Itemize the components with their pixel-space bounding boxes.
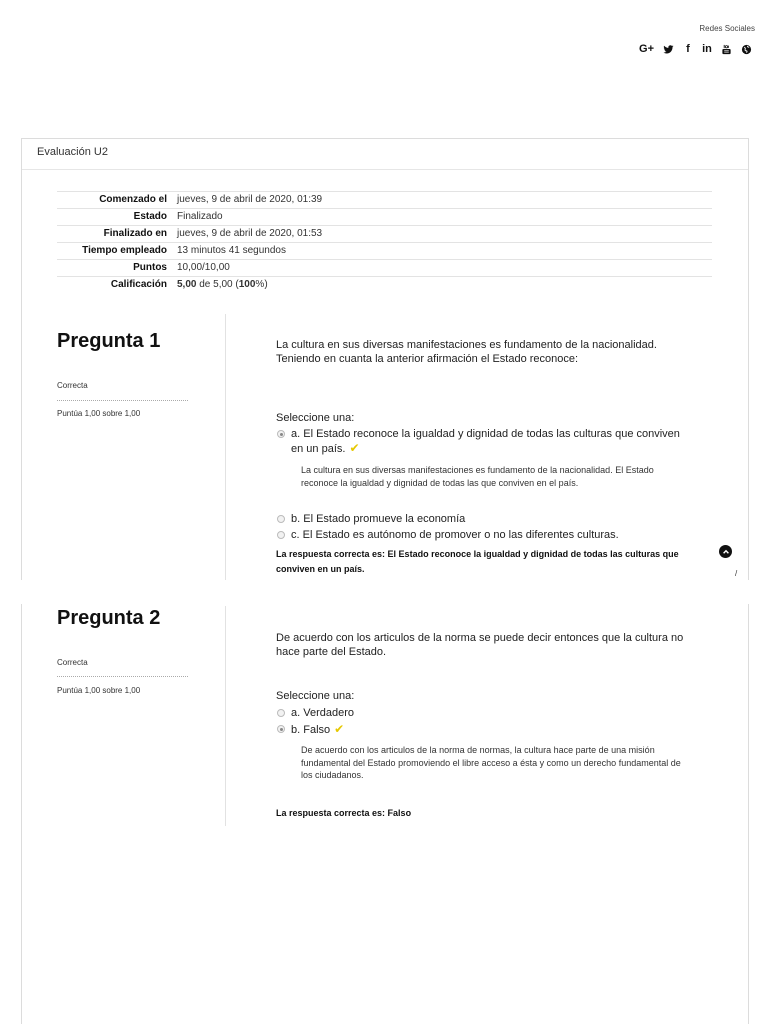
question-2-option-b[interactable] <box>277 722 344 737</box>
question-2-state: Correcta <box>57 658 88 667</box>
question-1-feedback: La cultura en sus diversas manifestaciones es fundamento de la nacionalidad. El Estado reconoce la igualdad y dignidad de todas las que conviven en el país. <box>301 465 654 488</box>
summary-key: Tiempo empleado <box>57 243 172 260</box>
facebook-icon[interactable]: f <box>686 43 690 55</box>
question-1-prompt: Seleccione una: <box>276 412 355 424</box>
question-2-title: Pregunta 2 <box>57 607 161 629</box>
question-1-option-b[interactable] <box>277 512 465 526</box>
question-1-correct-answer: La respuesta correcta es: El Estado reconoce la igualdad y dignidad de todas las culturas que conviven en un país. <box>276 549 679 574</box>
social-title: Redes Sociales <box>699 24 755 33</box>
summary-key: Calificación <box>57 277 172 294</box>
question-1-divider <box>225 314 226 580</box>
summary-key: Estado <box>57 209 172 226</box>
summary-row <box>57 192 712 209</box>
chevron-up-icon <box>722 548 730 556</box>
question-2-text: De acuerdo con los articulos de la norma se puede decir entonces que la cultura no hace parte del Estado. <box>276 632 684 658</box>
summary-key: Finalizado en <box>57 226 172 243</box>
question-1-option-c[interactable] <box>277 528 619 542</box>
summary-value-grade <box>172 277 712 294</box>
check-icon: ✔ <box>334 722 345 736</box>
question-1-separator <box>57 400 188 401</box>
summary-key: Puntos <box>57 260 172 277</box>
grade-value: 5,00 <box>177 279 197 291</box>
summary-row <box>57 243 712 260</box>
scroll-to-top-button[interactable] <box>719 545 732 558</box>
youtube-icon[interactable] <box>721 42 732 56</box>
summary-row <box>57 260 712 277</box>
question-2-correct-answer: La respuesta correcta es: Falso <box>276 808 412 818</box>
attempt-summary-table <box>57 191 712 293</box>
option-label: a. Verdadero <box>291 707 354 719</box>
summary-value: 10,00/10,00 <box>172 260 712 277</box>
question-2-option-a[interactable] <box>277 706 354 720</box>
question-2-grade: Puntúa 1,00 sobre 1,00 <box>57 686 141 695</box>
option-label <box>291 427 687 456</box>
summary-value: Finalizado <box>172 209 712 226</box>
radio-unselected[interactable] <box>277 709 285 717</box>
check-icon: ✔ <box>349 441 360 455</box>
summary-value: jueves, 9 de abril de 2020, 01:39 <box>172 192 712 209</box>
radio-selected[interactable] <box>277 430 285 438</box>
question-2-divider <box>225 606 226 826</box>
summary-value: jueves, 9 de abril de 2020, 01:53 <box>172 226 712 243</box>
social-links <box>639 42 752 56</box>
evaluation-header <box>22 139 748 170</box>
radio-unselected[interactable] <box>277 515 285 523</box>
option-label: b. El Estado promueve la economía <box>291 513 466 525</box>
google-plus-icon[interactable]: G+ <box>639 43 654 55</box>
summary-row <box>57 226 712 243</box>
evaluation-title: Evaluación U2 <box>37 146 108 158</box>
question-1-option-a[interactable] <box>277 427 687 456</box>
option-text: b. Falso <box>291 724 331 736</box>
question-2-feedback: De acuerdo con los articulos de la norma de normas, la cultura hace parte de una misión fundamental del Estado promoviendo el libre acceso a ésta y como un derecho fundamental de los ciudadanos. <box>301 745 681 780</box>
option-text: a. El Estado reconoce la igualdad y dignidad de todas las culturas que conviven en un país. <box>291 428 680 455</box>
question-1-text: La cultura en sus diversas manifestaciones es fundamento de la nacionalidad. Teniendo en cuanta la anterior afirmación el Estado reconoce: <box>276 339 657 365</box>
grade-mid: de 5,00 ( <box>196 279 239 291</box>
question-1-state: Correcta <box>57 381 88 390</box>
summary-value: 13 minutos 41 segundos <box>172 243 712 260</box>
summary-key: Comenzado el <box>57 192 172 209</box>
grade-percent: 100 <box>238 279 256 291</box>
page-mark: / <box>735 569 738 578</box>
grade-end: %) <box>255 279 268 291</box>
globe-icon[interactable] <box>741 42 752 56</box>
option-label: c. El Estado es autónomo de promover o no las diferentes culturas. <box>291 529 619 541</box>
question-1-grade: Puntúa 1,00 sobre 1,00 <box>57 409 141 418</box>
twitter-icon[interactable] <box>663 42 674 56</box>
radio-unselected[interactable] <box>277 531 285 539</box>
summary-row <box>57 209 712 226</box>
linkedin-icon[interactable]: in <box>702 43 712 55</box>
option-label <box>291 722 344 737</box>
summary-row <box>57 277 712 294</box>
question-2-prompt: Seleccione una: <box>276 690 355 702</box>
question-1-title: Pregunta 1 <box>57 330 161 352</box>
radio-selected[interactable] <box>277 725 285 733</box>
question-2-separator <box>57 676 188 677</box>
